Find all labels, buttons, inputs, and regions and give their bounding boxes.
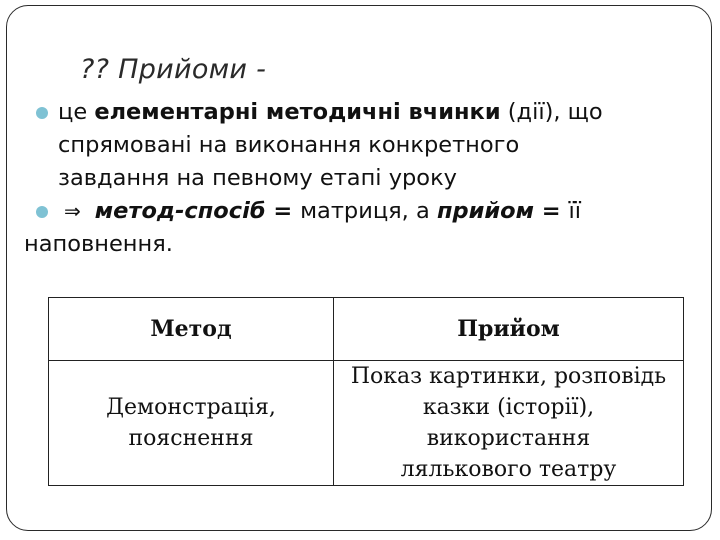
header-technique: Прийом	[334, 298, 684, 361]
bullet-dot-icon	[36, 107, 48, 119]
bullet2-line2: наповнення.	[24, 231, 173, 257]
bullet2-middle: матриця, а	[300, 198, 437, 224]
cell-technique: Показ картинки, розповідь казки (історії), використання лялькового театру	[334, 361, 684, 486]
table-row	[49, 361, 684, 486]
bullet-text	[58, 96, 676, 195]
bullet1-line3: завдання на певному етапі уроку	[58, 165, 457, 191]
bullet-item-comparison	[24, 195, 676, 261]
bullet1-line1	[58, 96, 676, 129]
term-technique: прийом	[436, 198, 534, 224]
bullet1-line2: спрямовані на виконання конкретного	[58, 132, 520, 158]
bullet-dot-icon	[36, 206, 48, 218]
term-method: метод-спосіб	[94, 198, 266, 224]
bullet-item-definition	[36, 96, 676, 195]
header-method: Метод	[49, 298, 334, 361]
bullet1-emphasis: елементарні методичні вчинки	[94, 99, 501, 125]
slide-title: ?? Прийоми -	[80, 54, 267, 85]
cell-method: Демонстрація, пояснення	[49, 361, 334, 486]
bullet1-suffix: (дії), що	[500, 99, 603, 125]
equals-sign: =	[265, 198, 301, 224]
bullet1-prefix: це	[58, 99, 95, 125]
implies-arrow-icon: ⇒	[64, 199, 81, 223]
table-header-row	[49, 298, 684, 361]
bullet-list	[24, 96, 676, 261]
equals-sign: =	[533, 198, 569, 224]
methods-table	[48, 297, 684, 486]
bullet-text	[24, 198, 676, 261]
bullet2-end: її	[568, 198, 582, 224]
